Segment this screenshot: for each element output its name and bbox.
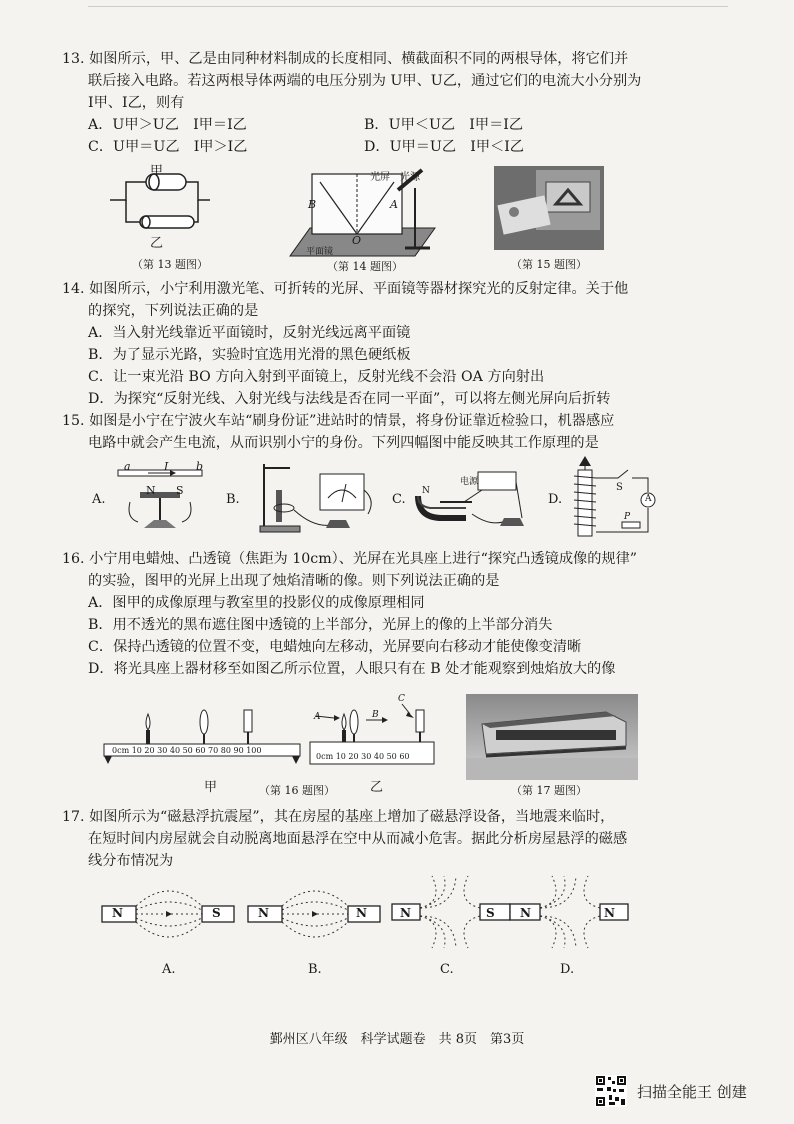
scanner-watermark [595, 1074, 747, 1108]
q17-label-d: D. [560, 962, 575, 977]
q15-fig-a-compass-wire [118, 462, 208, 534]
fig14-label-mirror: 平面镜 [306, 247, 334, 257]
fig16-yi-label-b: B [372, 710, 379, 720]
figure-17-maglev-house-photo [466, 694, 638, 780]
q13-stem-line2: 联后接入电路。若这两根导体两端的电压分别为 U甲、U乙，通过它们的电流大小分别为 [88, 73, 642, 89]
q17-label-c: C. [440, 962, 454, 977]
fig16-yi-label-a: A [314, 712, 321, 722]
q15-c-label-power: 电源 [460, 477, 479, 487]
q17-stem-line3: 线分布情况为 [88, 853, 174, 869]
fig14-label-b: B [308, 198, 317, 211]
q15-a-label-b: b [196, 460, 204, 473]
q13-option-a: A．U甲＞U乙 I甲＝I乙 [88, 117, 247, 133]
question-16 [62, 548, 742, 680]
q15-a-label-n: N [146, 484, 156, 497]
fig13-label-yi: 乙 [150, 236, 164, 251]
figure-15-id-scanner-photo [494, 166, 604, 250]
q15-a-label-a: a [124, 460, 131, 473]
q15-a-label-s: S [176, 484, 184, 497]
page-footer: 鄞州区八年级 科学试题卷 共 8页 第3页 [269, 1032, 525, 1047]
fig13-label-jia: 甲 [150, 164, 164, 179]
fig16-ruler2: 0cm 10 20 30 40 50 60 [316, 752, 410, 761]
q16-option-b: B．用不透光的黑布遮住图中透镜的上半部分，光屏上的像的上半部分消失 [88, 617, 553, 633]
q13-stem-line1: 13. 如图所示，甲、乙是由同种材料制成的长度相同、横截面积不同的两根导体，将它们并 [62, 51, 629, 67]
q17-label-a: A. [162, 962, 176, 977]
q14-option-c: C．让一束光沿 BO 方向入射到平面镜上，反射光线不会沿 OA 方向射出 [88, 369, 545, 385]
q14-option-b: B．为了显示光路，实验时宜选用光滑的黑色硬纸板 [88, 347, 411, 363]
q15-label-d: D. [548, 492, 563, 507]
question-13 [62, 48, 742, 158]
fig14-label-screen: 光屏 [370, 172, 390, 183]
q13-options-row1 [62, 114, 742, 136]
q15-d-label-a: A [645, 494, 652, 504]
fig16-label-jia: 甲 [204, 780, 218, 795]
q15-stem-line2: 电路中就会产生电流，从而识别小宁的身份。下列四幅图中能反映其工作原理的是 [88, 435, 599, 451]
q13-options-row2 [62, 136, 742, 158]
q16-option-a: A．图甲的成像原理与教室里的投影仪的成像原理相同 [88, 595, 425, 611]
figure-13-conductors [110, 160, 220, 260]
caption-fig13: （第 13 题图） [132, 258, 208, 271]
question-14 [62, 278, 742, 410]
q16-option-d: D．将光具座上器材移至如图乙所示位置，人眼只有在 B 处才能观察到烛焰放大的像 [88, 661, 616, 677]
caption-fig14: （第 14 题图） [327, 260, 403, 273]
q15-label-a: A. [92, 492, 106, 507]
question-15 [62, 410, 742, 454]
q14-option-d: D．为探究“反射光线、入射光线与法线是否在同一平面”，可以将左侧光屏向后折转 [88, 391, 611, 407]
q14-option-a: A．当入射光线靠近平面镜时，反射光线远离平面镜 [88, 325, 411, 341]
figure-16-optical-bench-jia [104, 706, 300, 768]
watermark-text: 扫描全能王 创建 [637, 1082, 747, 1101]
q17-label-b: B. [308, 962, 322, 977]
q17-b-right-pole: N [356, 906, 367, 920]
fig16-yi-label-c: C [398, 694, 405, 704]
question-17 [62, 806, 742, 872]
q15-a-label-i: I [164, 460, 169, 473]
q17-b-left-pole: N [258, 906, 269, 920]
q17-c-right-pole: S [486, 906, 495, 920]
q17-a-right-pole: S [212, 906, 221, 920]
q13-option-c: C．U甲＝U乙 I甲＞I乙 [88, 139, 248, 155]
q16-stem-line2: 的实验，图甲的光屏上出现了烛焰清晰的像。则下列说法正确的是 [88, 573, 500, 589]
q17-a-left-pole: N [112, 906, 123, 920]
q14-stem-line2: 的探究，下列说法正确的是 [88, 303, 259, 319]
fig16-ruler1: 0cm 10 20 30 40 50 60 70 80 90 100 [112, 746, 262, 755]
caption-fig15: （第 15 题图） [511, 258, 587, 271]
q15-label-c: C. [392, 492, 406, 507]
fig14-label-a: A [390, 198, 398, 211]
caption-fig17: （第 17 题图） [511, 784, 587, 797]
q13-stem-line3: I甲、I乙，则有 [88, 95, 185, 111]
caption-fig16: （第 16 题图） [259, 784, 335, 797]
q15-fig-b-coil-galvanometer [246, 460, 376, 536]
qr-code-icon [595, 1075, 627, 1107]
q17-c-left-pole: N [400, 906, 411, 920]
q15-d-label-p: P [624, 512, 631, 522]
q15-stem-line1: 15. 如图是小宁在宁波火车站“刷身份证”进站时的情景，将身份证靠近检验口，机器感应 [62, 413, 615, 429]
q15-d-label-s: S [616, 482, 623, 493]
fig14-label-o: O [352, 234, 362, 247]
q14-stem-line1: 14. 如图所示，小宁利用激光笔、可折转的光屏、平面镜等器材探究光的反射定律。关于他 [62, 281, 629, 297]
q15-c-label-n: N [422, 486, 430, 496]
q16-stem-line1: 16. 小宁用电蜡烛、凸透镜（焦距为 10cm）、光屏在光具座上进行“探究凸透镜成像的规律” [62, 551, 638, 567]
q17-d-left-pole: N [520, 906, 531, 920]
fig14-label-light: 光源 [400, 172, 420, 183]
q16-option-c: C．保持凸透镜的位置不变，电蜡烛向左移动，光屏要向右移动才能使像变清晰 [88, 639, 582, 655]
q13-option-d: D．U甲＝U乙 I甲＜I乙 [364, 139, 524, 155]
q17-d-right-pole: N [604, 906, 615, 920]
q13-option-b: B．U甲＜U乙 I甲＝I乙 [364, 117, 524, 133]
top-rule [88, 6, 728, 7]
q17-stem-line1: 17. 如图所示为“磁悬浮抗震屋”，其在房屋的基座上增加了磁悬浮设备，当地震来临时， [62, 809, 615, 825]
q15-label-b: B. [226, 492, 240, 507]
fig16-label-yi: 乙 [370, 780, 384, 795]
q17-stem-line2: 在短时间内房屋就会自动脱离地面悬浮在空中从而减小危害。据此分析房屋悬浮的磁感 [88, 831, 628, 847]
